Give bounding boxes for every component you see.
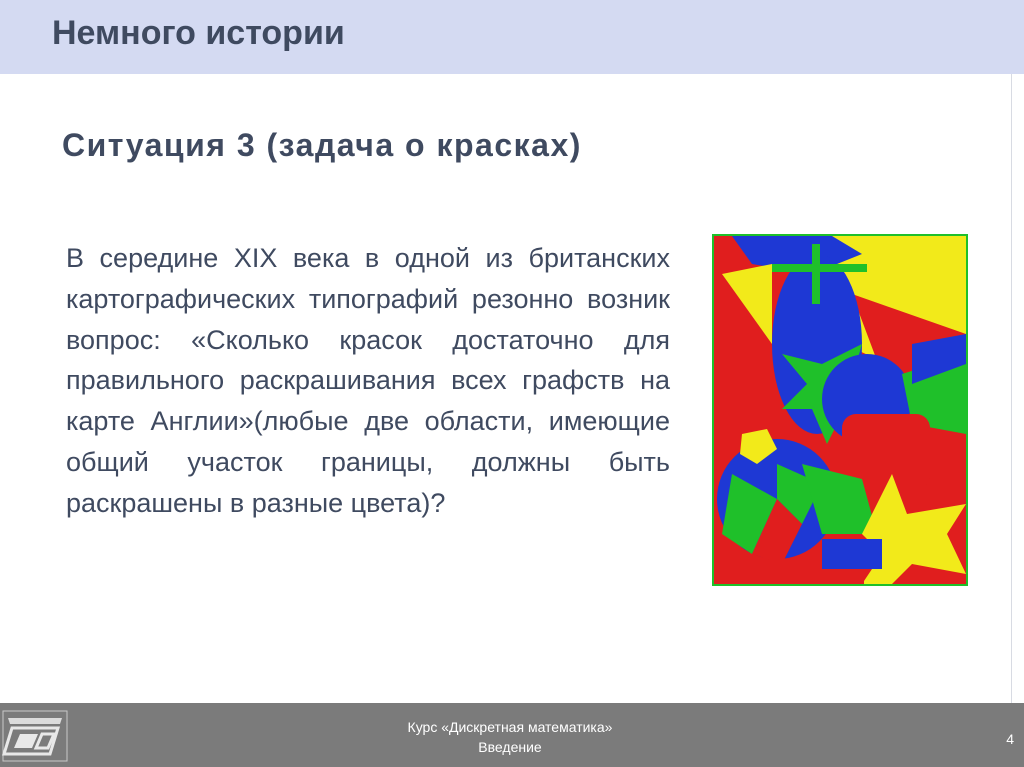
footer-section-title: Введение [478,739,542,755]
footer-course-title: Курс «Дискретная математика» [407,719,613,735]
map-regions [714,234,968,584]
slide-right-border [1011,74,1012,703]
slide-subtitle: Ситуация 3 (задача о красках) [62,127,582,163]
university-logo-icon [2,710,68,762]
page-number: 4 [1006,731,1014,747]
four-color-map-illustration [712,234,968,586]
slide-footer [0,703,1024,767]
slide-body-text: В середине XIX века в одной из британских картографических типографий резонно возник вопрос: «Сколько красок достаточно для правильного раскрашивания всех графств на карте Англии»(любые две области, имеющие общий участок границы, должны быть раскрашены в разные цвета)? [66,243,670,518]
slide-title: Немного истории [52,14,345,52]
slide-header [0,0,1024,74]
